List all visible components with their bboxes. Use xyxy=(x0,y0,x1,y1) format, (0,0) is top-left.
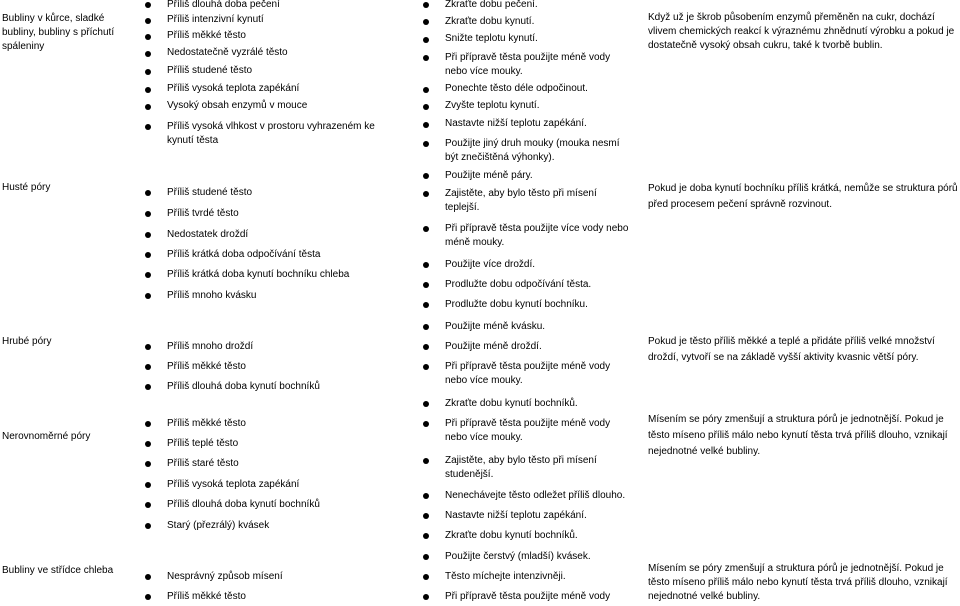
bullet-icon xyxy=(423,191,429,197)
bullet-icon xyxy=(145,69,151,75)
cause-item: Příliš vysoká teplota zapékání xyxy=(167,479,300,490)
bullet-icon xyxy=(423,554,429,560)
remedy-item: Použijte více droždí. xyxy=(445,259,536,270)
bullet-icon xyxy=(423,37,429,43)
remedy-item: Nastavte nižší teplotu zapékání. xyxy=(445,510,587,521)
explanation-text: Mísením se póry zmenšují a struktura pórů je jednotnější. Pokud je těsto míseno příliš málo nebo kynutí těsta trvá příliš dlouho, vznikají nejednotné velké bubliny. xyxy=(648,563,948,602)
bullet-icon xyxy=(145,232,151,238)
bullet-icon xyxy=(423,262,429,268)
cause-item: Příliš dlouhá doba pečení xyxy=(167,0,280,10)
remedy-item: Použijte méně droždí. xyxy=(445,341,542,352)
cause-item: Příliš krátká doba kynutí bochníku chleba xyxy=(167,269,350,280)
remedy-item: Nastavte nižší teplotu zapékání. xyxy=(445,118,587,129)
cause-item: Příliš měkké těsto xyxy=(167,361,246,372)
bullet-icon xyxy=(423,458,429,464)
explanation-text: Mísením se póry zmenšují a struktura pórů je jednotnější. Pokud je těsto míseno příliš málo nebo kynutí těsta trvá příliš dlouho, vznikají nejednotné velké bubliny. xyxy=(648,414,948,457)
bullet-icon xyxy=(423,302,429,308)
problem-dense-pores: Husté póry xyxy=(2,182,51,193)
remedy-item: Prodlužte dobu odpočívání těsta. xyxy=(445,279,592,290)
remedy-item: Snižte teplotu kynutí. xyxy=(445,33,538,44)
remedy-item: Použijte méně páry. xyxy=(445,170,533,181)
bullet-icon xyxy=(145,51,151,57)
bullet-icon xyxy=(145,482,151,488)
remedy-item: Při přípravě těsta použijte méně vody nebo více mouky. xyxy=(445,361,611,386)
remedy-item: Zkraťte dobu kynutí bochníků. xyxy=(445,398,578,409)
bullet-icon xyxy=(423,401,429,407)
cause-item: Příliš staré těsto xyxy=(167,458,239,469)
bullet-icon xyxy=(145,124,151,130)
remedy-item: Při přípravě těsta použijte více vody nebo méně mouky. xyxy=(445,223,629,248)
explanation-text: Pokud je doba kynutí bochníku příliš krátká, nemůže se struktura pórů před procesem pečení správně rozvinout. xyxy=(648,183,958,210)
problem-crumb-bubbles: Bubliny ve střídce chleba xyxy=(2,565,114,576)
remedy-item: Těsto míchejte intenzivněji. xyxy=(445,571,566,582)
remedy-item: Při přípravě těsta použijte méně vody nebo více mouky. xyxy=(445,52,611,77)
remedy-item: Použijte čerstvý (mladší) kvásek. xyxy=(445,551,591,562)
bullet-icon xyxy=(423,421,429,427)
bullet-icon xyxy=(145,502,151,508)
bullet-icon xyxy=(145,384,151,390)
bullet-icon xyxy=(423,594,429,600)
bullet-icon xyxy=(423,533,429,539)
bullet-icon xyxy=(145,461,151,467)
explanation-text: Když už je škrob působením enzymů přeměněn na cukr, dochází vlivem chemických reakcí k výraznému zhnědnutí výrobku a pokud je dostatečně vysoký obsah cukru, také k tvorbě bublin. xyxy=(648,12,955,51)
remedy-item: Použijte méně kvásku. xyxy=(445,321,546,332)
bullet-icon xyxy=(145,364,151,370)
remedy-item: Zkraťte dobu kynutí. xyxy=(445,16,535,27)
bullet-icon xyxy=(145,252,151,258)
remedy-item: Při přípravě těsta použijte méně vody nebo více mouky. xyxy=(445,418,611,443)
bullet-icon xyxy=(145,594,151,600)
problem-coarse-pores: Hrubé póry xyxy=(2,336,52,347)
cause-item: Příliš intenzivní kynutí xyxy=(167,14,264,25)
bullet-icon xyxy=(145,190,151,196)
bullet-icon xyxy=(423,2,429,8)
cause-item: Starý (přezrálý) kvásek xyxy=(167,520,270,531)
bullet-icon xyxy=(423,282,429,288)
remedy-item: Zvyšte teplotu kynutí. xyxy=(445,100,540,111)
remedy-item: Zajistěte, aby bylo těsto při mísení teplejší. xyxy=(445,188,597,213)
bullet-icon xyxy=(145,2,151,8)
bullet-icon xyxy=(423,19,429,25)
cause-item: Příliš studené těsto xyxy=(167,187,253,198)
bullet-icon xyxy=(423,364,429,370)
cause-item: Příliš studené těsto xyxy=(167,65,253,76)
bullet-icon xyxy=(145,272,151,278)
bullet-icon xyxy=(145,34,151,40)
bullet-icon xyxy=(145,18,151,24)
cause-item: Příliš tvrdé těsto xyxy=(167,208,239,219)
bullet-icon xyxy=(423,122,429,128)
problem-uneven-pores: Nerovnoměrné póry xyxy=(2,431,91,442)
bullet-icon xyxy=(423,104,429,110)
problem-bubbles-crust: Bubliny v kůrce, sladké bubliny, bubliny s příchutí spáleniny xyxy=(2,13,115,52)
bullet-icon xyxy=(423,55,429,61)
remedy-item: Zkraťte dobu pečení. xyxy=(445,0,538,10)
cause-item: Příliš měkké těsto xyxy=(167,418,246,429)
remedy-item: Zkraťte dobu kynutí bochníků. xyxy=(445,530,578,541)
cause-item: Příliš mnoho kvásku xyxy=(167,290,257,301)
bullet-icon xyxy=(145,211,151,217)
cause-item: Vysoký obsah enzymů v mouce xyxy=(167,100,308,111)
cause-item: Příliš teplé těsto xyxy=(167,438,239,449)
bullet-icon xyxy=(145,421,151,427)
remedy-item: Prodlužte dobu kynutí bochníku. xyxy=(445,299,588,310)
remedy-item: Použijte jiný druh mouky (mouka nesmí být znečištěná výhonky). xyxy=(445,138,620,163)
bullet-icon xyxy=(423,513,429,519)
cause-item: Příliš krátká doba odpočívání těsta xyxy=(167,249,321,260)
bullet-icon xyxy=(145,293,151,299)
bullet-icon xyxy=(423,493,429,499)
bullet-icon xyxy=(145,344,151,350)
bullet-icon xyxy=(423,574,429,580)
bullet-icon xyxy=(423,141,429,147)
bullet-icon xyxy=(145,104,151,110)
remedy-item: Nenechávejte těsto odležet příliš dlouho. xyxy=(445,490,626,501)
bullet-icon xyxy=(423,87,429,93)
cause-item: Příliš měkké těsto xyxy=(167,591,246,602)
cause-item: Příliš vysoká vlhkost v prostoru vyhrazeném ke kynutí těsta xyxy=(167,121,375,146)
cause-item: Příliš dlouhá doba kynutí bochníků xyxy=(167,381,320,392)
remedy-item: Ponechte těsto déle odpočinout. xyxy=(445,83,588,94)
cause-item: Příliš dlouhá doba kynutí bochníků xyxy=(167,499,320,510)
explanation-text: Pokud je těsto příliš měkké a teplé a přidáte příliš velké množství droždí, vytvoří se na základě vyšší aktivity kvasnic větší póry. xyxy=(648,336,935,363)
bullet-icon xyxy=(423,344,429,350)
cause-item: Nesprávný způsob mísení xyxy=(167,571,283,582)
cause-item: Nedostatečně vyzrálé těsto xyxy=(167,47,288,58)
remedy-item: Zajistěte, aby bylo těsto při mísení studenější. xyxy=(445,455,597,480)
bullet-icon xyxy=(145,87,151,93)
bullet-icon xyxy=(423,226,429,232)
bullet-icon xyxy=(145,574,151,580)
cause-item: Nedostatek droždí xyxy=(167,229,249,240)
bullet-icon xyxy=(145,523,151,529)
bullet-icon xyxy=(423,173,429,179)
bullet-icon xyxy=(145,441,151,447)
remedy-item: Při přípravě těsta použijte méně vody xyxy=(445,591,611,602)
cause-item: Příliš vysoká teplota zapékání xyxy=(167,83,300,94)
cause-item: Příliš mnoho droždí xyxy=(167,341,254,352)
bullet-icon xyxy=(423,324,429,330)
cause-item: Příliš měkké těsto xyxy=(167,30,246,41)
